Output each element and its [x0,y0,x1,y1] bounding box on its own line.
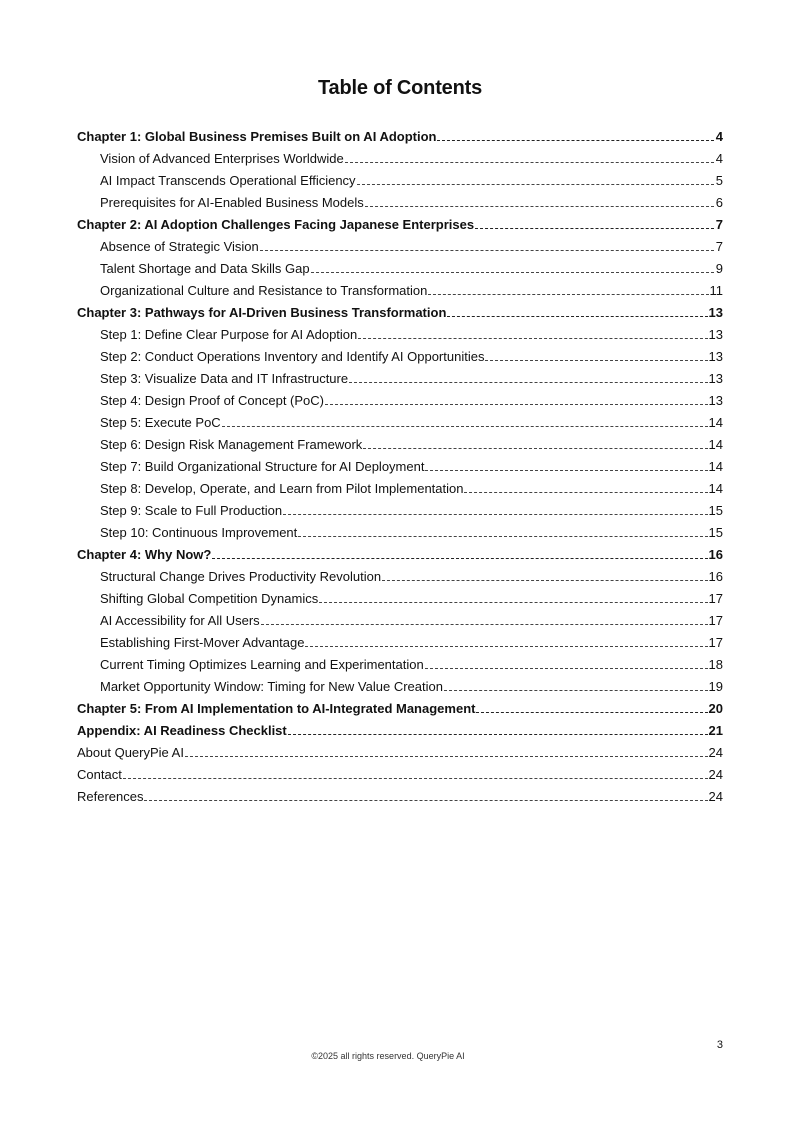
toc-entry-label: Step 6: Design Risk Management Framework [100,437,363,452]
toc-chapter-entry[interactable] [77,211,723,233]
toc-dot-leader [311,271,714,273]
footer-copyright: ©2025 all rights reserved. QueryPie AI [311,1051,465,1061]
toc-entry-label: Shifting Global Competition Dynamics [100,591,319,606]
toc-entry-page: 13 [708,393,723,408]
toc-entry-page: 6 [715,195,723,210]
toc-entry-page: 13 [708,371,723,386]
toc-section-entry[interactable] [77,387,723,409]
toc-dot-leader [319,601,707,603]
toc-entry-page: 14 [708,481,723,496]
toc-entry-page: 7 [715,239,723,254]
toc-entry-label: Talent Shortage and Data Skills Gap [100,261,310,276]
toc-section-entry[interactable] [77,519,723,541]
toc-entry-page: 21 [708,723,723,738]
toc-dot-leader [358,337,707,339]
toc-section-entry[interactable] [77,189,723,211]
toc-entry-page: 4 [715,151,723,166]
toc-section-entry[interactable] [77,233,723,255]
toc-entry-page: 13 [708,305,723,320]
toc-dot-leader [425,469,707,471]
toc-dot-leader [444,689,708,691]
toc-entry-page: 7 [715,217,723,232]
toc-section-entry[interactable] [77,585,723,607]
toc-entry-label: AI Impact Transcends Operational Efficiency [100,173,356,188]
toc-dot-leader [357,183,714,185]
toc-entry-label: Establishing First-Mover Advantage [100,635,305,650]
toc-entry-label: Step 2: Conduct Operations Inventory and Identify AI Opportunities [100,349,485,364]
toc-entry-label: AI Accessibility for All Users [100,613,260,628]
toc-chapter-entry[interactable] [77,123,723,145]
toc-section-entry[interactable] [77,343,723,365]
toc-dot-leader [345,161,714,163]
toc-section-entry[interactable] [77,409,723,431]
page-number: 3 [716,1039,723,1051]
toc-dot-leader [365,205,714,207]
toc-entry-label: References [77,789,144,804]
toc-entry[interactable] [77,761,723,783]
toc-dot-leader [325,403,708,405]
toc-entry-page: 19 [708,679,723,694]
toc-entry-label: Step 9: Scale to Full Production [100,503,283,518]
toc-section-entry[interactable] [77,475,723,497]
toc-entry-page: 17 [708,591,723,606]
toc-entry-page: 24 [708,767,723,782]
toc-dot-leader [447,315,707,317]
toc-entry-page: 24 [708,789,723,804]
toc-dot-leader [464,491,707,493]
toc-entry-page: 17 [708,613,723,628]
toc-entry-label: Step 3: Visualize Data and IT Infrastructure [100,371,349,386]
toc-section-entry[interactable] [77,563,723,585]
toc-entry-label: Chapter 5: From AI Implementation to AI-Integrated Management [77,701,476,716]
toc-chapter-entry[interactable] [77,541,723,563]
toc-dot-leader [222,425,708,427]
toc-section-entry[interactable] [77,497,723,519]
toc-dot-leader [260,249,714,251]
toc-chapter-entry[interactable] [77,299,723,321]
toc-entry-label: Absence of Strategic Vision [100,239,259,254]
toc-section-entry[interactable] [77,145,723,167]
toc-section-entry[interactable] [77,431,723,453]
toc-entry-label: Chapter 2: AI Adoption Challenges Facing Japanese Enterprises [77,217,475,232]
toc-dot-leader [123,777,708,779]
toc-entry-label: Appendix: AI Readiness Checklist [77,723,287,738]
toc-entry-label: Chapter 1: Global Business Premises Built on AI Adoption [77,129,437,144]
toc-entry-label: Vision of Advanced Enterprises Worldwide [100,151,344,166]
toc-entry-label: Step 1: Define Clear Purpose for AI Adoption [100,327,358,342]
toc-entry-label: Chapter 3: Pathways for AI-Driven Business Transformation [77,305,447,320]
toc-dot-leader [212,557,707,559]
toc-entry-label: Step 5: Execute PoC [100,415,221,430]
toc-dot-leader [305,645,707,647]
toc-entry-page: 9 [715,261,723,276]
toc-entry-page: 18 [708,657,723,672]
toc-dot-leader [485,359,707,361]
toc-entry-label: Market Opportunity Window: Timing for New Value Creation [100,679,443,694]
toc-entry-label: Contact [77,767,122,782]
toc-entry[interactable] [77,739,723,761]
toc-entry-label: About QueryPie AI [77,745,184,760]
toc-entry-label: Step 10: Continuous Improvement [100,525,298,540]
toc-dot-leader [476,711,707,713]
toc-dot-leader [349,381,707,383]
toc-dot-leader [185,755,708,757]
toc-entry-label: Step 4: Design Proof of Concept (PoC) [100,393,325,408]
toc-section-entry[interactable] [77,453,723,475]
toc-dot-leader [298,535,707,537]
toc-entry-label: Prerequisites for AI-Enabled Business Models [100,195,364,210]
toc-dot-leader [363,447,707,449]
toc-dot-leader [437,139,714,141]
toc-dot-leader [144,799,707,801]
toc-section-entry[interactable] [77,255,723,277]
toc-section-entry[interactable] [77,607,723,629]
toc-entry-page: 11 [709,283,723,298]
toc-dot-leader [283,513,707,515]
toc-section-entry[interactable] [77,167,723,189]
toc-entry-page: 14 [708,415,723,430]
toc-section-entry[interactable] [77,673,723,695]
toc-entry-page: 14 [708,437,723,452]
toc-entry-page: 13 [708,327,723,342]
toc-section-entry[interactable] [77,321,723,343]
toc-entry-page: 15 [708,525,723,540]
toc-dot-leader [425,667,708,669]
toc-dot-leader [288,733,708,735]
toc-dot-leader [261,623,708,625]
toc-entry-label: Chapter 4: Why Now? [77,547,212,562]
toc-entry[interactable] [77,783,723,805]
toc-entry-page: 13 [708,349,723,364]
toc-entry-page: 16 [708,547,723,562]
toc-list [77,123,723,805]
toc-entry-label: Step 8: Develop, Operate, and Learn from Pilot Implementation [100,481,464,496]
toc-section-entry[interactable] [77,277,723,299]
toc-entry-page: 16 [708,569,723,584]
toc-dot-leader [428,293,708,295]
toc-section-entry[interactable] [77,651,723,673]
toc-entry-label: Current Timing Optimizes Learning and Experimentation [100,657,424,672]
page-title: Table of Contents [317,77,482,99]
toc-dot-leader [382,579,707,581]
toc-chapter-entry[interactable] [77,695,723,717]
toc-entry-label: Step 7: Build Organizational Structure for AI Deployment [100,459,425,474]
toc-dot-leader [475,227,714,229]
toc-entry-page: 17 [708,635,723,650]
toc-entry-page: 5 [715,173,723,188]
toc-entry-page: 4 [715,129,723,144]
toc-entry-page: 24 [708,745,723,760]
toc-entry-page: 20 [708,701,723,716]
toc-entry-page: 14 [708,459,723,474]
toc-section-entry[interactable] [77,365,723,387]
toc-entry-label: Organizational Culture and Resistance to Transformation [100,283,428,298]
toc-chapter-entry[interactable] [77,717,723,739]
toc-section-entry[interactable] [77,629,723,651]
toc-entry-label: Structural Change Drives Productivity Revolution [100,569,382,584]
toc-entry-page: 15 [708,503,723,518]
